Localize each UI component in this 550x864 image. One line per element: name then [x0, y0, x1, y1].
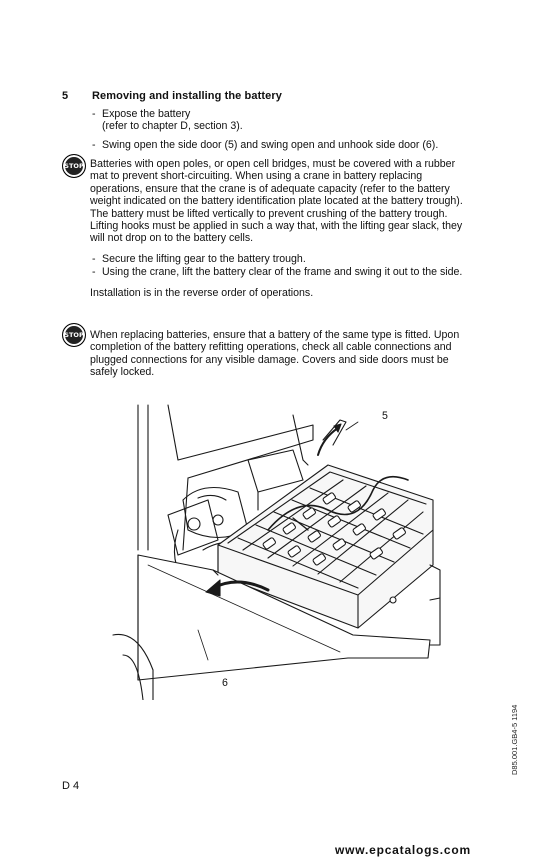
warning-line: safely locked. — [90, 366, 155, 379]
list-dash: - — [92, 108, 96, 120]
warning-paragraph — [90, 329, 492, 379]
warning-line: will not drop on to the battery cells. — [90, 232, 254, 245]
callout-6: 6 — [222, 677, 228, 689]
list-item — [92, 120, 243, 132]
list-item-text: (refer to chapter D, section 3). — [102, 120, 243, 132]
list-item-text: Swing open the side door (5) and swing open and unhook side door (6). — [102, 139, 439, 151]
document-code: D85.001.GB4-5 1194 — [510, 704, 519, 775]
warning-line: The battery must be lifted vertically to prevent crushing of the battery trough. — [90, 207, 448, 220]
page-number: D 4 — [62, 780, 80, 792]
list-item — [92, 139, 438, 151]
list-item — [92, 253, 306, 265]
warning-line: operations, ensure that the crane is of adequate capacity (refer to the battery — [90, 182, 450, 195]
list-dash: - — [92, 253, 96, 265]
battery-illustration — [108, 400, 448, 700]
warning-line: plugged connections for any visible damage. Covers and side doors must be — [90, 353, 449, 366]
warning-line: completion of the battery refitting operations, check all cable connections and — [90, 341, 452, 354]
warning-line: Batteries with open poles, or open cell bridges, must be covered with a rubber — [90, 158, 456, 170]
stop-icon: STOP — [62, 154, 86, 178]
list-dash: - — [92, 139, 96, 151]
list-dash: - — [92, 266, 96, 278]
section-number: 5 — [62, 90, 69, 102]
footer-watermark-url[interactable]: www.epcatalogs.com — [335, 843, 471, 857]
warning-line: weight indicated on the battery identification plate located at the battery trough). — [90, 195, 463, 208]
installation-note: Installation is in the reverse order of operations. — [90, 287, 314, 299]
warning-line: mat to prevent short-circuiting. When using a crane in battery replacing — [90, 170, 423, 183]
section-title: Removing and installing the battery — [92, 90, 282, 102]
list-item-text: Using the crane, lift the battery clear of the frame and swing it out to the side. — [102, 266, 463, 278]
list-item-text: Secure the lifting gear to the battery trough. — [102, 253, 306, 265]
list-item — [92, 108, 190, 120]
callout-5: 5 — [382, 410, 388, 422]
list-item-text: Expose the battery — [102, 108, 191, 120]
warning-paragraph — [90, 158, 492, 245]
stop-icon: STOP — [62, 323, 86, 347]
list-item — [92, 266, 462, 278]
warning-line: When replacing batteries, ensure that a battery of the same type is fitted. Upon — [90, 329, 460, 341]
warning-line: Lifting hooks must be applied in such a way that, with the lifting gear slack, they — [90, 220, 463, 233]
